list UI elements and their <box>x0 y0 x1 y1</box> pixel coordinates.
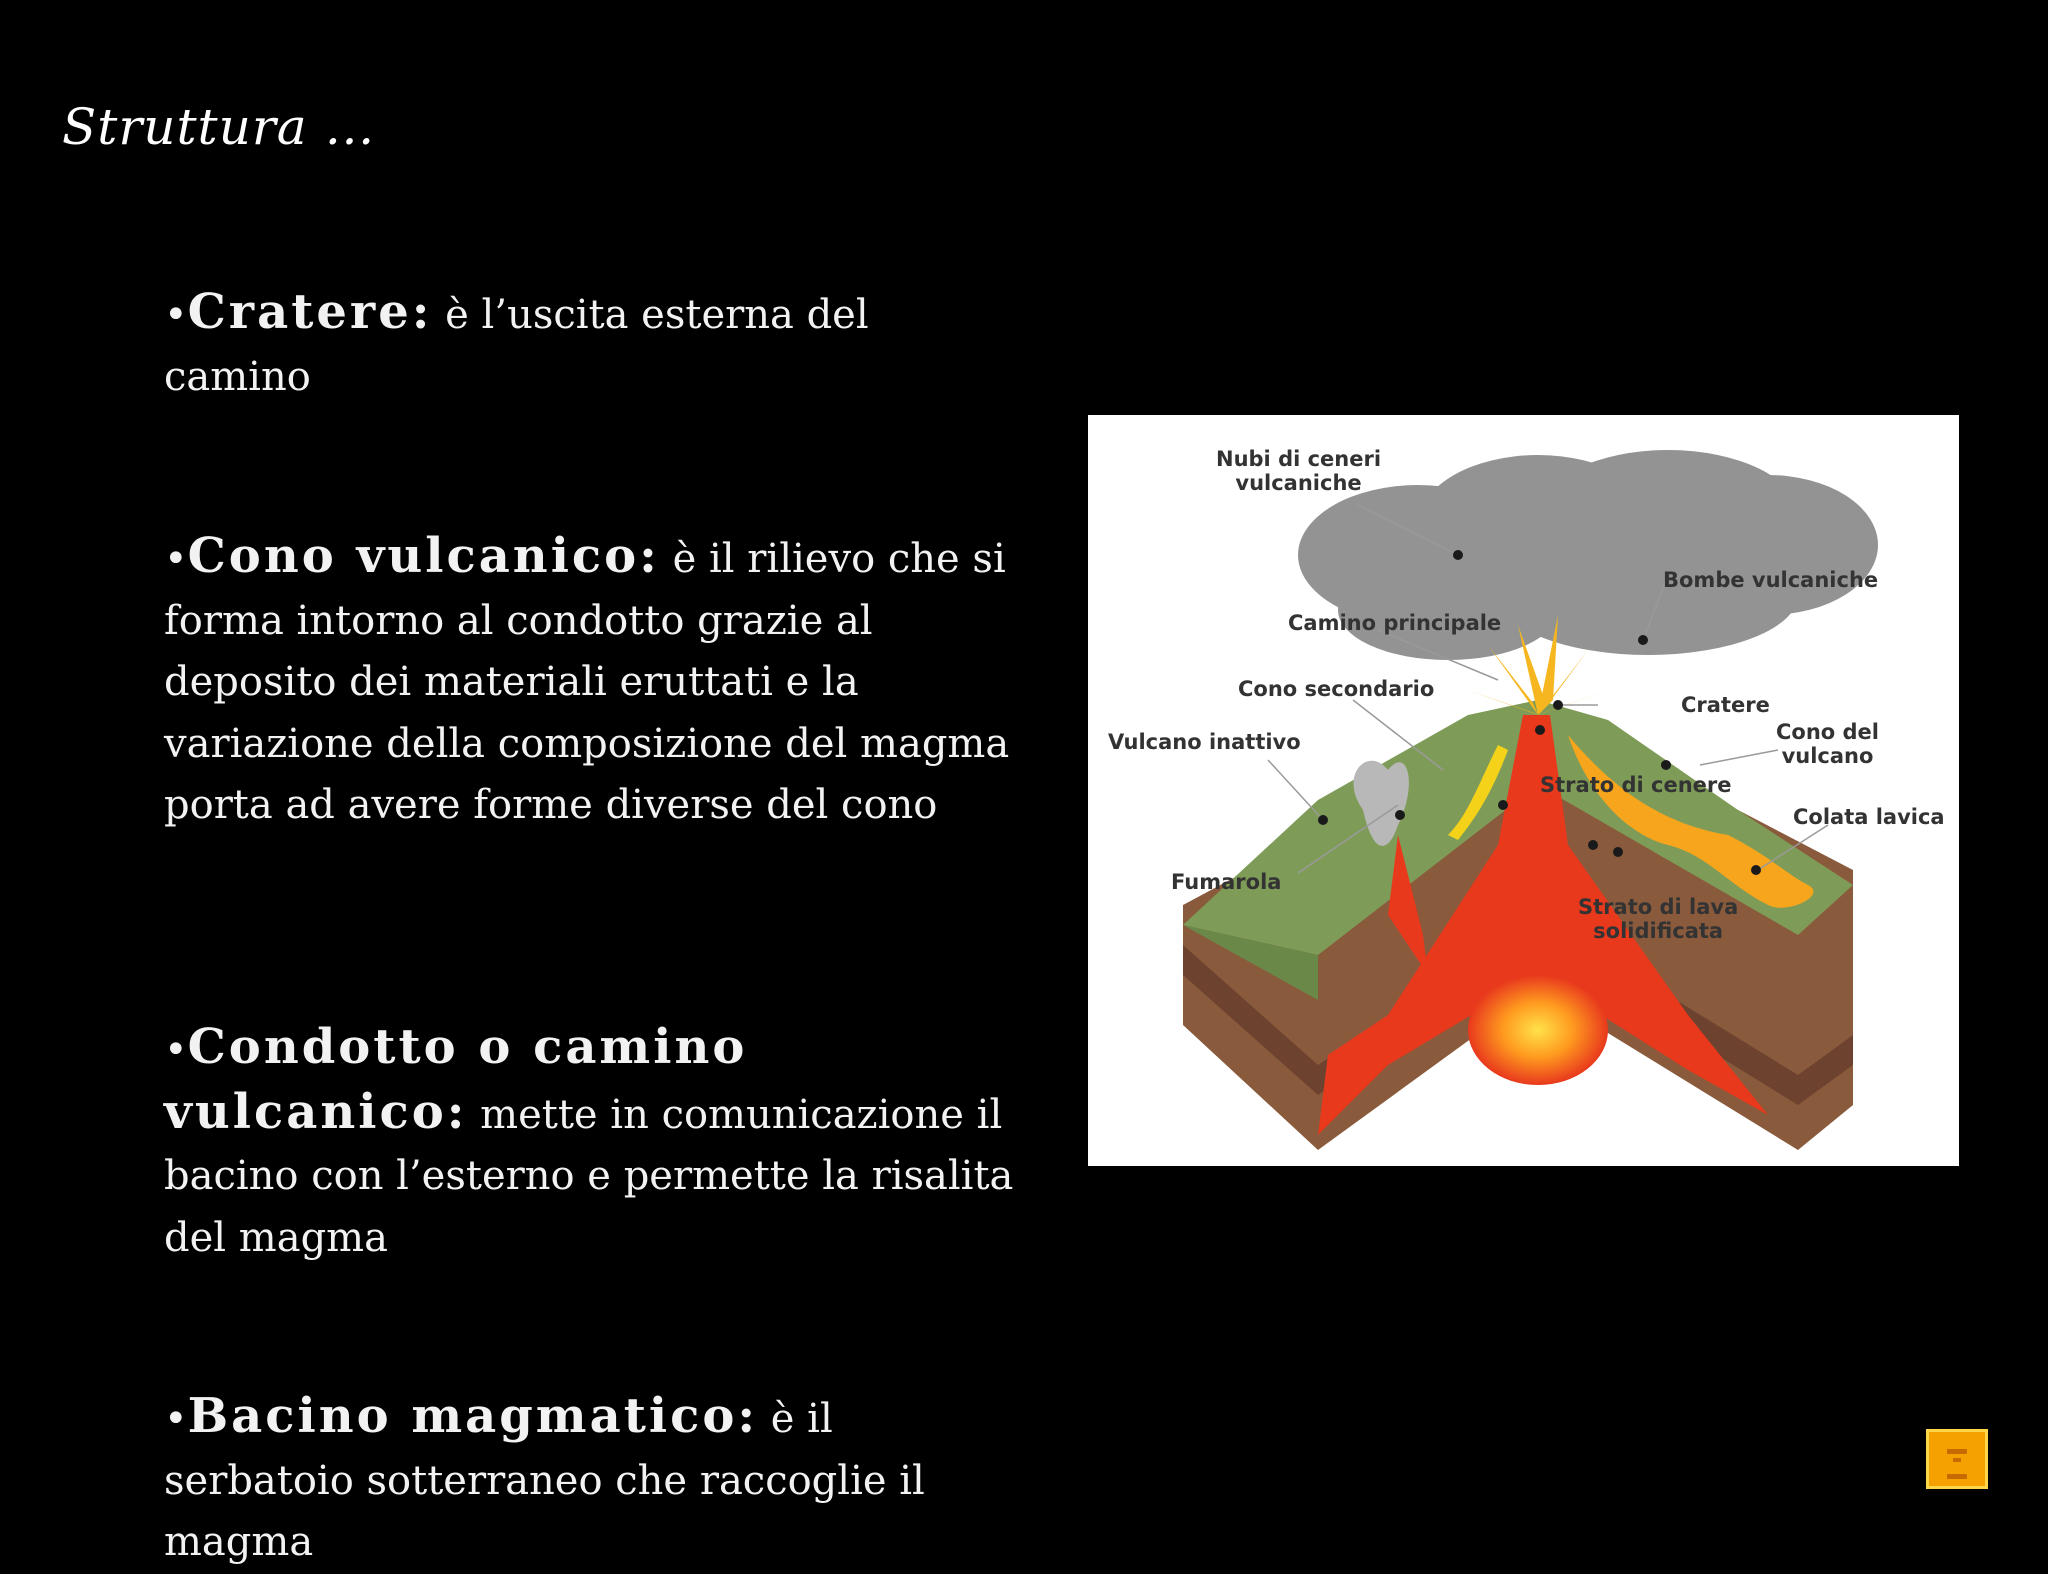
bullet-marker: • <box>164 1027 188 1073</box>
bullet-bacino-magmatico <box>164 1386 1024 1574</box>
bullet-cratere <box>164 282 1024 408</box>
bullet-condotto <box>164 1017 1024 1269</box>
bullet-text: è il serbatoio sotterraneo che raccoglie il magma <box>164 1396 925 1565</box>
label-fumarola: Fumarola <box>1171 870 1282 894</box>
end-slide-icon <box>1947 1449 1967 1479</box>
bullet-text: è l’uscita esterna del camino <box>164 292 869 400</box>
label-cratere: Cratere <box>1681 693 1770 717</box>
volcano-illustration <box>1088 415 1959 1166</box>
label-camino: Camino principale <box>1288 611 1502 635</box>
label-cono-secondario: Cono secondario <box>1238 677 1435 701</box>
bullet-marker: • <box>164 536 188 582</box>
bullet-term: Cratere: <box>187 284 433 340</box>
label-cono-del-vulcano: Cono del vulcano <box>1776 720 1880 768</box>
label-vulcano-inattivo: Vulcano inattivo <box>1108 730 1301 754</box>
volcano-diagram <box>1088 415 1959 1166</box>
bullet-cono-vulcanico <box>164 526 1024 837</box>
end-slide-button[interactable] <box>1926 1429 1988 1489</box>
label-bombe: Bombe vulcaniche <box>1663 568 1879 592</box>
label-strato-lava: Strato di lava solidificata <box>1578 895 1739 943</box>
bullet-term: Cono vulcanico: <box>187 528 660 584</box>
slide-title: Struttura … <box>62 98 376 156</box>
label-nubi: Nubi di ceneri vulcaniche <box>1216 447 1382 495</box>
label-colata-lavica: Colata lavica <box>1793 805 1945 829</box>
label-strato-cenere: Strato di cenere <box>1540 773 1732 797</box>
bullet-text: è il rilievo che si forma intorno al condotto grazie al deposito dei materiali eruttati e la variazione della composizione del magma porta ad avere forme diverse del cono <box>164 536 1010 828</box>
bullet-term: Bacino magmatico: <box>187 1388 759 1444</box>
bullet-text: mette in comunicazione il bacino con l’esterno e permette la risalita del magma <box>164 1091 1014 1261</box>
bullet-marker: • <box>164 1396 188 1442</box>
bullet-marker: • <box>164 292 188 338</box>
bullet-term: Condotto o camino vulcanico: <box>164 1019 748 1140</box>
